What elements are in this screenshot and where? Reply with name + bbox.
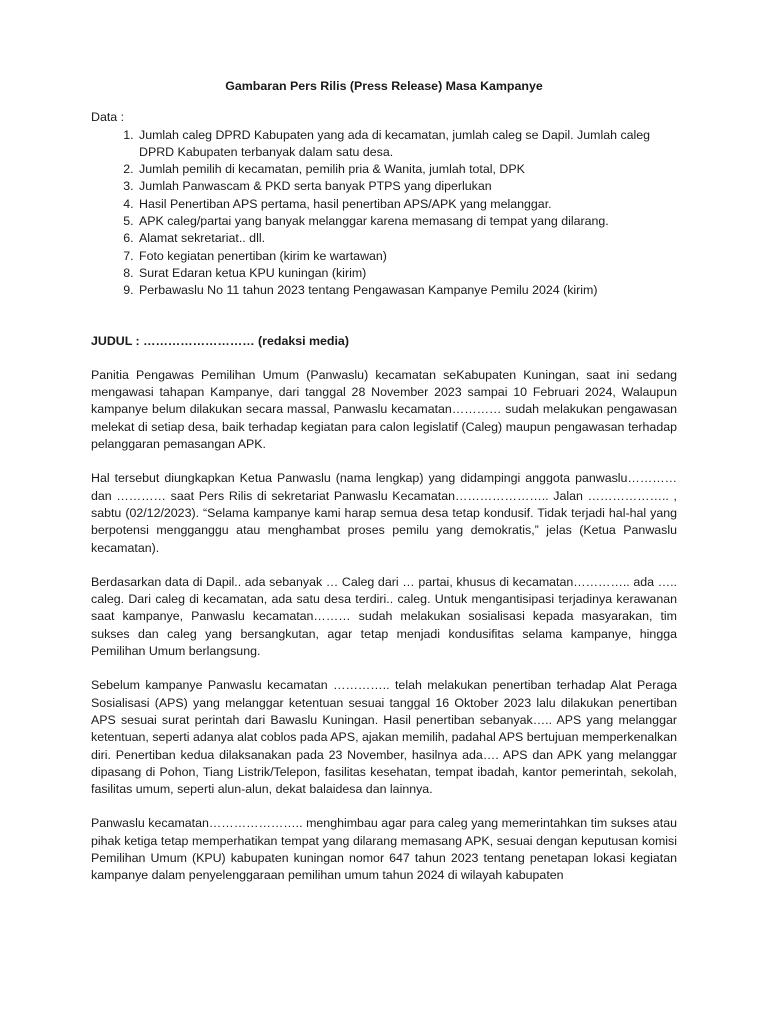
data-item: 3. Jumlah Panwascam & PKD serta banyak PTPS yang diperlukan (137, 178, 677, 195)
body-paragraph: Hal tersebut diungkapkan Ketua Panwaslu (nama lengkap) yang didampingi anggota panwaslu………… dan ………… saat Pers Rilis di sekretariat Panwaslu Kecamatan………………….. Jalan ……………….. , sabtu (02/12/2023). “Selama kampanye kami harap semua desa tetap kondusif. Tidak terjadi hal-hal yang berpotensi mengganggu atau menghambat proses pemilu yang demokratis,” jelas (Ketua Panwaslu kecamatan). (91, 471, 677, 555)
data-item: 6. Alamat sekretariat.. dll. (137, 230, 677, 247)
document-page (91, 78, 677, 902)
data-item: 5. APK caleg/partai yang banyak melanggar karena memasang di tempat yang dilarang. (137, 213, 677, 230)
data-item: 4. Hasil Penertiban APS pertama, hasil penertiban APS/APK yang melanggar. (137, 196, 677, 213)
body-paragraph: Sebelum kampanye Panwaslu kecamatan ………….. telah melakukan penertiban terhadap Alat Peraga Sosialisasi (APS) yang melanggar ketentuan sesuai tanggal 16 Oktober 2023 lalu dilakukan penertiban APS sesuai surat perintah dari Bawaslu Kuningan. Hasil penertiban sebanyak….. APS yang melanggar ketentuan, seperti adanya alat coblos pada APS, ajakan memilih, padahal APS bertujuan memperkenalkan diri. Penertiban kedua dilaksanakan pada 23 November, hasilnya ada…. APS dan APK yang melanggar dipasang di Pohon, Tiang Listrik/Telepon, fasilitas kesehatan, tempat ibadah, kantor pemerintah, sekolah, fasilitas umum, seperti alun-alun, dekat balaidesa dan lainnya. (91, 678, 677, 797)
data-item: 1. Jumlah caleg DPRD Kabupaten yang ada di kecamatan, jumlah caleg se Dapil. Jumlah caleg DPRD Kabupaten terbanyak dalam satu desa. (137, 127, 677, 162)
data-item: 8. Surat Edaran ketua KPU kuningan (kirim) (137, 265, 677, 282)
data-item: 2. Jumlah pemilih di kecamatan, pemilih pria & Wanita, jumlah total, DPK (137, 161, 677, 178)
headline-placeholder: JUDUL : ……………………… (redaksi media) (91, 333, 349, 348)
body-paragraph: Berdasarkan data di Dapil.. ada sebanyak … Caleg dari … partai, khusus di kecamatan………….. ada ….. caleg. Dari caleg di kecamatan, ada satu desa terdiri.. caleg. Untuk mengantisipasi terjadinya kerawanan saat kampanye, Panwaslu kecamatan……… sudah melakukan sosialisasi kepada masyarakan, tim sukses dan caleg yang bersangkutan, agar tetap menjadi kondusifitas selama kampanye, hingga Pemilihan Umum berlangsung. (91, 574, 677, 659)
document-title: Gambaran Pers Rilis (Press Release) Masa Kampanye (225, 79, 543, 93)
data-item: 7. Foto kegiatan penertiban (kirim ke wartawan) (137, 248, 677, 265)
body-paragraph: Panwaslu kecamatan………………….. menghimbau agar para caleg yang memerintahkan tim sukses atau pihak ketiga tetap memperhatikan tempat yang dilarang memasang APK, sesuai dengan keputusan komisi Pemilihan Umum (KPU) kabupaten kuningan nomor 647 tahun 2023 tentang penetapan lokasi kegiatan kampanye dalam penyelenggaraan pemilihan umum tahun 2024 di wilayah kabupaten (91, 816, 677, 883)
body-paragraph: Panitia Pengawas Pemilihan Umum (Panwaslu) kecamatan seKabupaten Kuningan, saat ini sedang mengawasi tahapan Kampanye, dari tanggal 28 November 2023 sampai 10 Februari 2024, Walaupun kampanye belum dilakukan secara massal, Panwaslu kecamatan………… sudah melakukan pengawasan melekat di setiap desa, baik terhadap kegiatan para calon legislatif (Caleg) maupun pengawasan terhadap pelanggaran pemasangan APK. (91, 367, 677, 452)
data-label: Data : (91, 110, 125, 125)
data-item: 9. Perbawaslu No 11 tahun 2023 tentang Pengawasan Kampanye Pemilu 2024 (kirim) (137, 282, 677, 299)
data-list (91, 127, 677, 300)
